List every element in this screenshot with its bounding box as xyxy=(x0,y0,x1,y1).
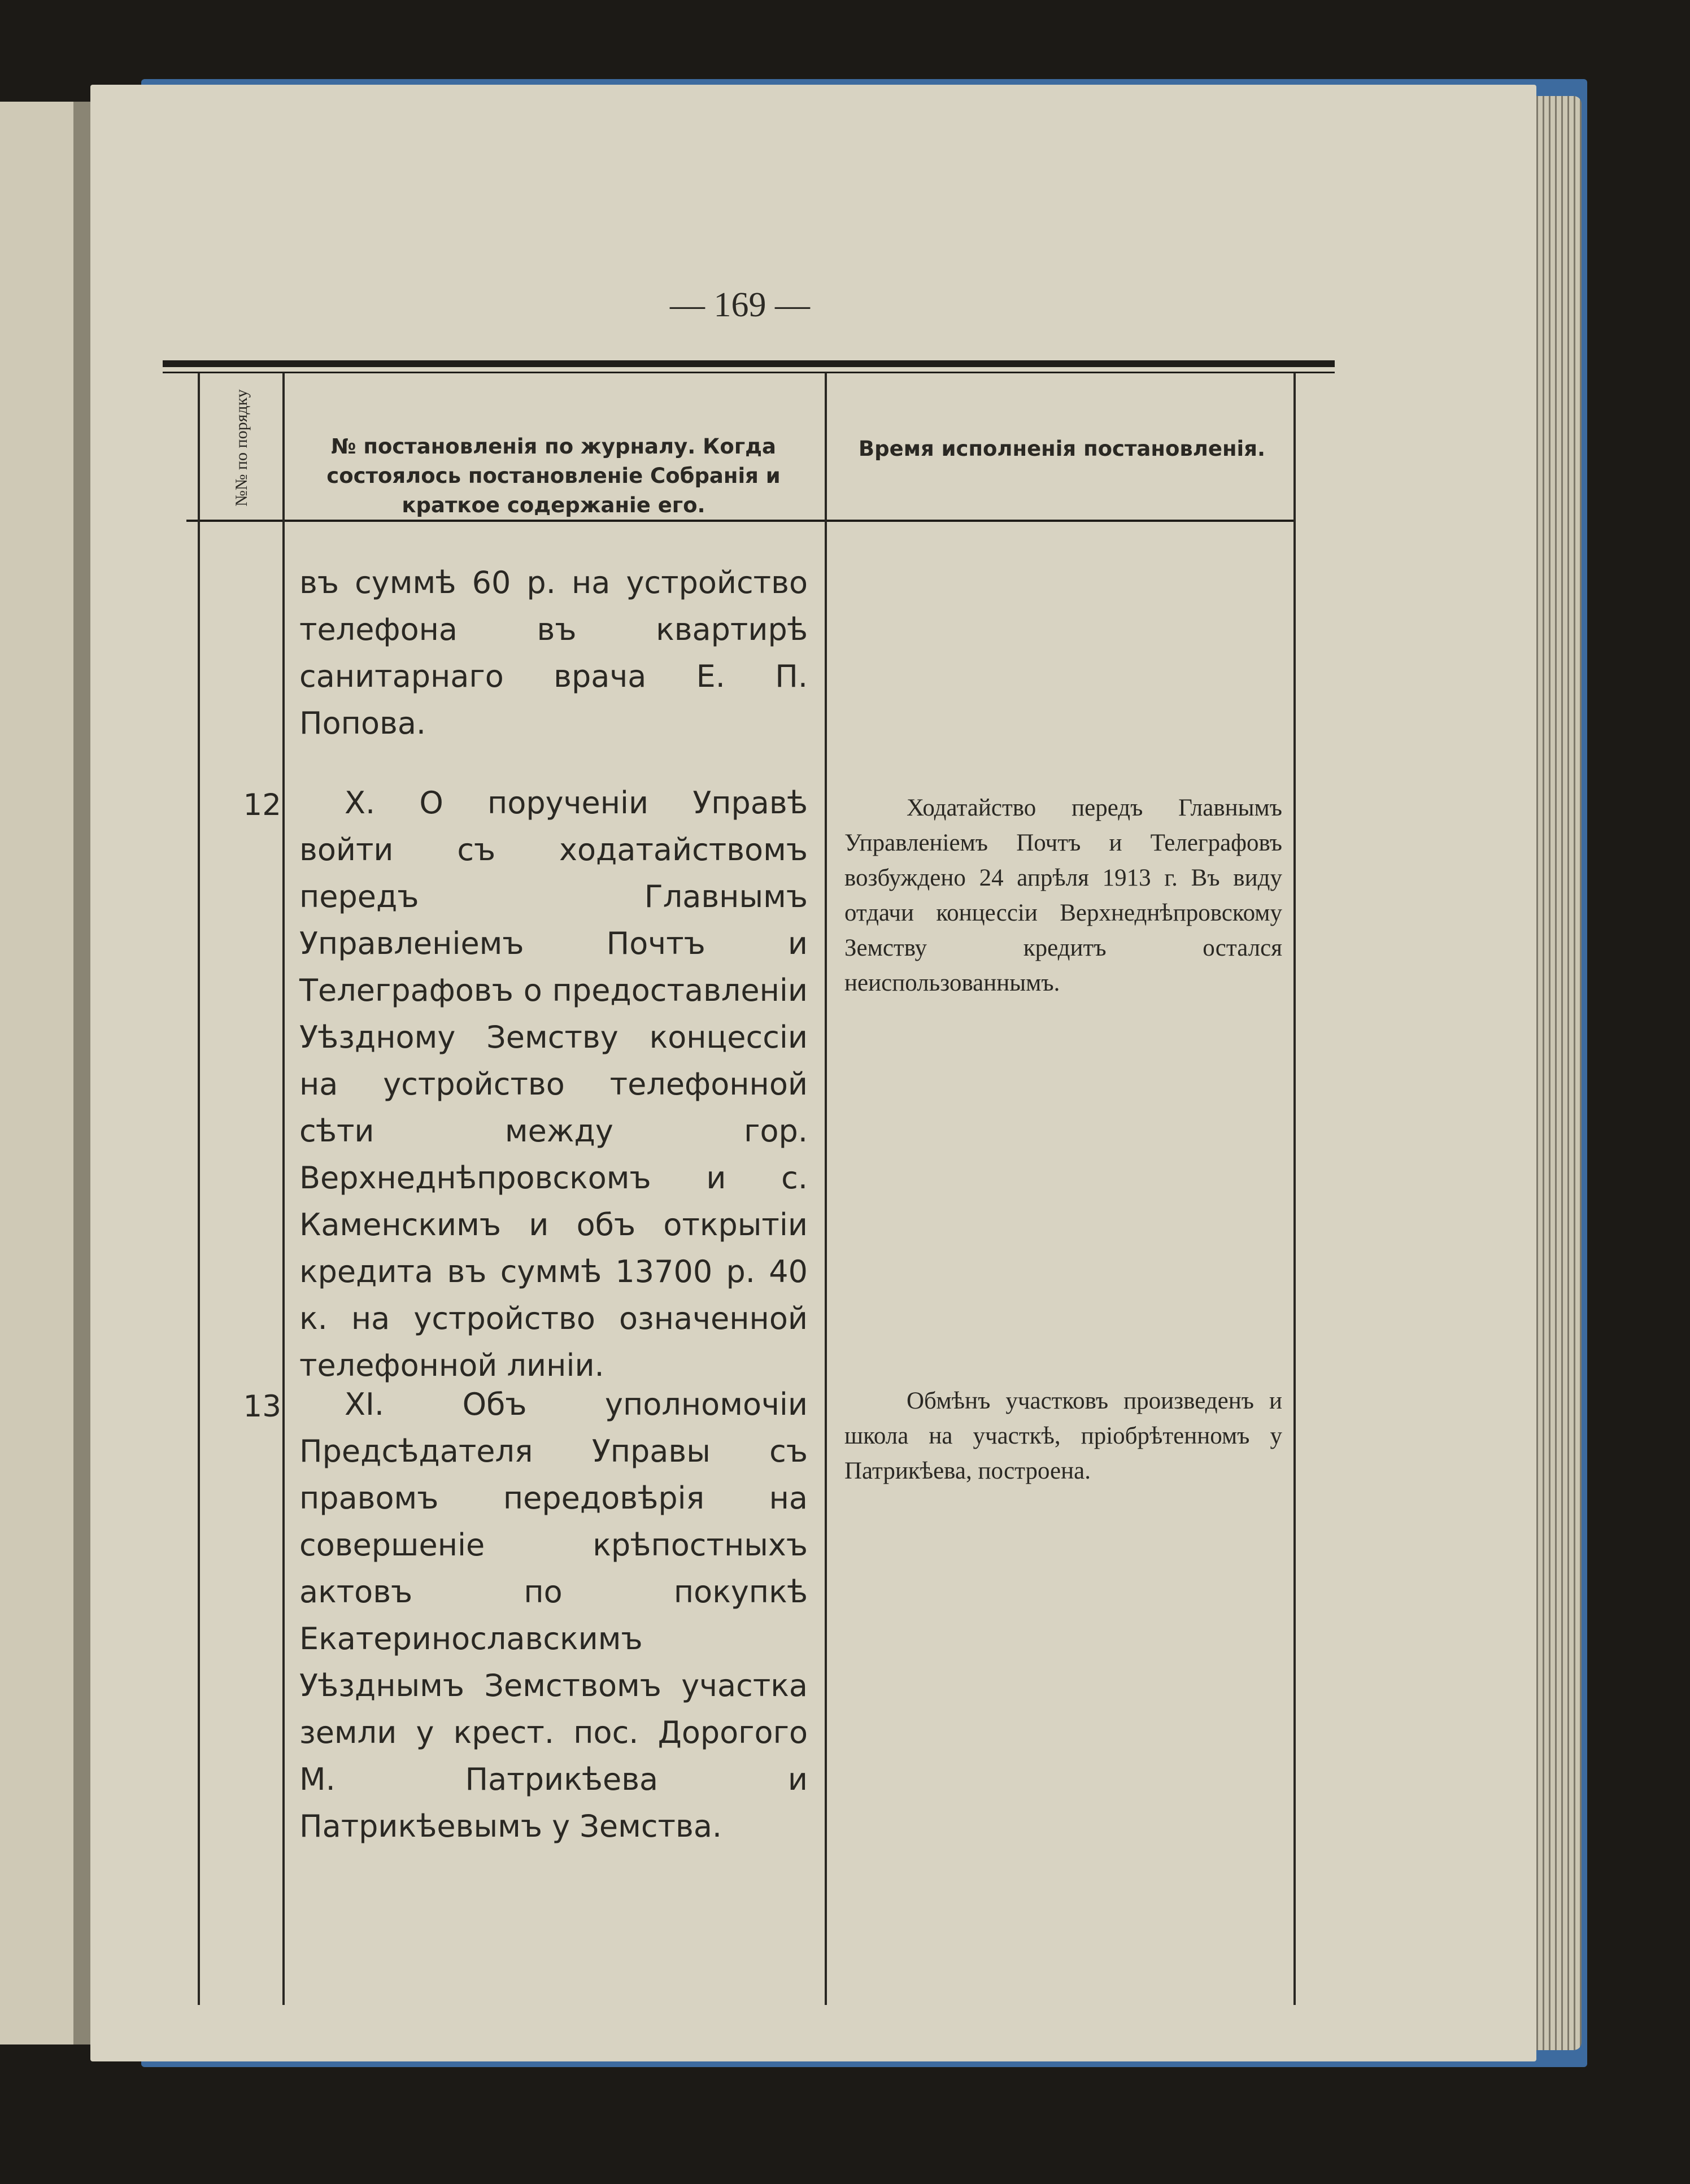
row-number: 12 xyxy=(243,788,281,822)
header-number-label: №№ по порядку xyxy=(232,389,251,507)
resolution-text: XI. Объ уполномочіи Предсѣдателя Управы съ правомъ передовѣрія на совершеніе крѣпостныхъ актовъ по покупкѣ Екатеринославскимъ Уѣзднымъ Земствомъ участка земли у крест. пос. Дорогого М. Патрикѣева и Патрикѣевымъ у Земства. xyxy=(299,1387,808,1844)
header-execution: Время исполненія постановленія. xyxy=(858,437,1266,461)
row-number: 13 xyxy=(243,1389,281,1424)
table-column-divider xyxy=(198,373,200,2005)
header-resolution: № постановленія по журналу. Когда состоялось постановленіе Собранія и краткое содержаніе его. xyxy=(326,434,781,517)
table-column-divider xyxy=(282,373,285,2005)
page-number: — 169 — xyxy=(670,286,810,324)
left-page-gutter xyxy=(73,102,90,2044)
header-cell-number xyxy=(201,376,282,520)
table-column-divider xyxy=(1293,373,1296,2005)
table-top-rule-thin xyxy=(163,372,1335,373)
resolution-text: X. О порученіи Управѣ войти съ ходатайствомъ передъ Главнымъ Управленіемъ Почтъ и Телеграфовъ о предоставленіи Уѣздному Земству концессіи на устройство телефонной сѣти между гор. Верхнеднѣпровскомъ и с. Каменскимъ и объ открытіи кредита въ суммѣ 13700 р. 40 к. на устройство означенной телефонной линіи. xyxy=(299,785,808,1383)
table-top-rule xyxy=(163,360,1335,367)
continued-text: въ суммѣ 60 р. на устройство телефона въ квартирѣ санитарнаго врача Е. П. Попова. xyxy=(299,565,808,741)
left-page xyxy=(0,102,85,2044)
table-column-divider xyxy=(825,373,827,2005)
execution-text: Ходатайство передъ Главнымъ Управленіемъ Почтъ и Телеграфовъ возбуждено 24 апрѣля 1913 г. Въ виду отдачи концессіи Верхнеднѣпровскому Земству кредитъ остался неиспользованнымъ. xyxy=(844,795,1282,996)
execution-text: Обмѣнъ участковъ произведенъ и школа на участкѣ, пріобрѣтенномъ у Патрикѣева, построена. xyxy=(844,1388,1282,1484)
